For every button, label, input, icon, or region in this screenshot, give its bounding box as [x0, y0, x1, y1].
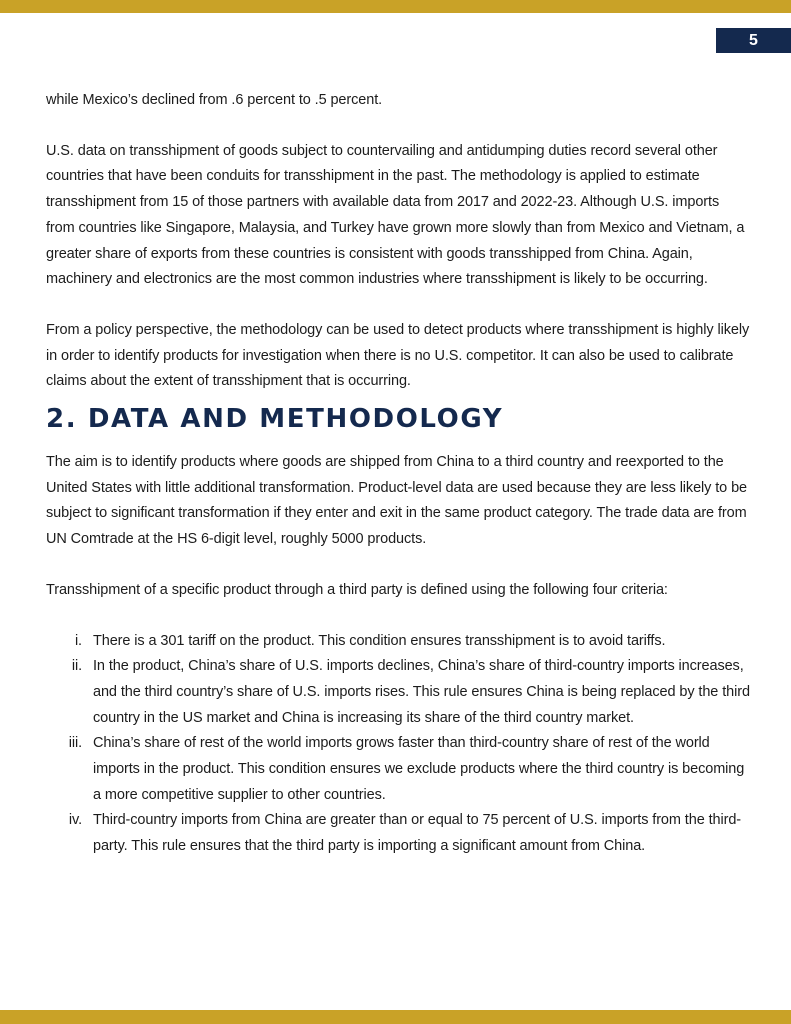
- list-item-text: Third-country imports from China are greater than or equal to 75 percent of U.S. imports from the third-party. This rule ensures that the third party is importing a significant amount from China.: [93, 812, 742, 855]
- paragraph: U.S. data on transshipment of goods subject to countervailing and antidumping duties record several other countries that have been conduits for transshipment in the past. The methodology is applied to estimate transshipment from 15 of those partners with available data from 2017 and 2022-23. Although U.S. imports from countries like Singapore, Malaysia, and Turkey have grown more slowly than from Mexico and Vietnam, a greater share of exports from these countries is consistent with goods transshipped from China. Again, machinery and electronics are the most common industries where transshipment is likely to be occurring.: [46, 142, 745, 288]
- list-item-text: China’s share of rest of the world imports grows faster than third-country share of rest of the world imports in the product. This condition ensures we exclude products where the third country is becoming a more competitive supplier to other countries.: [93, 735, 745, 803]
- paragraph: Transshipment of a specific product through a third party is defined using the following four criteria:: [46, 581, 668, 598]
- list-item-number: iv.: [68, 812, 82, 829]
- paragraph: From a policy perspective, the methodology can be used to detect products where transshipment is highly likely in order to identify products for investigation when there is no U.S. competitor. It can also be used to calibrate claims about the extent of transshipment that is occurring.: [46, 321, 750, 390]
- list-item-text: In the product, China’s share of U.S. imports declines, China’s share of third-country imports increases, and the third country’s share of U.S. imports rises. This rule ensures China is being replaced by the third country in the US market and China is increasing its share of the third country market.: [93, 658, 750, 726]
- list-item-text: There is a 301 tariff on the product. This condition ensures transshipment is to avoid tariffs.: [93, 632, 666, 649]
- list-item: [46, 654, 751, 731]
- top-accent-bar: [0, 0, 791, 13]
- document-body: [46, 88, 751, 860]
- section-heading: 2. DATA AND METHODOLOGY: [46, 404, 504, 435]
- paragraph: while Mexico’s declined from .6 percent to .5 percent.: [46, 92, 383, 108]
- page-number-badge: 5: [716, 28, 791, 53]
- criteria-list: [46, 629, 751, 860]
- list-item: [46, 629, 751, 655]
- bottom-accent-bar: [0, 1010, 791, 1024]
- list-item: [46, 808, 751, 859]
- paragraph: The aim is to identify products where goods are shipped from China to a third country and reexported to the United States with little additional transformation. Product-level data are used because they are less likely to be subject to significant transformation if they enter and exit in the same product category. The trade data are from UN Comtrade at the HS 6-digit level, roughly 5000 products.: [46, 454, 747, 548]
- list-item-number: i.: [74, 632, 82, 649]
- list-item-number: iii.: [68, 735, 82, 752]
- list-item: [46, 731, 751, 808]
- list-item-number: ii.: [71, 658, 82, 675]
